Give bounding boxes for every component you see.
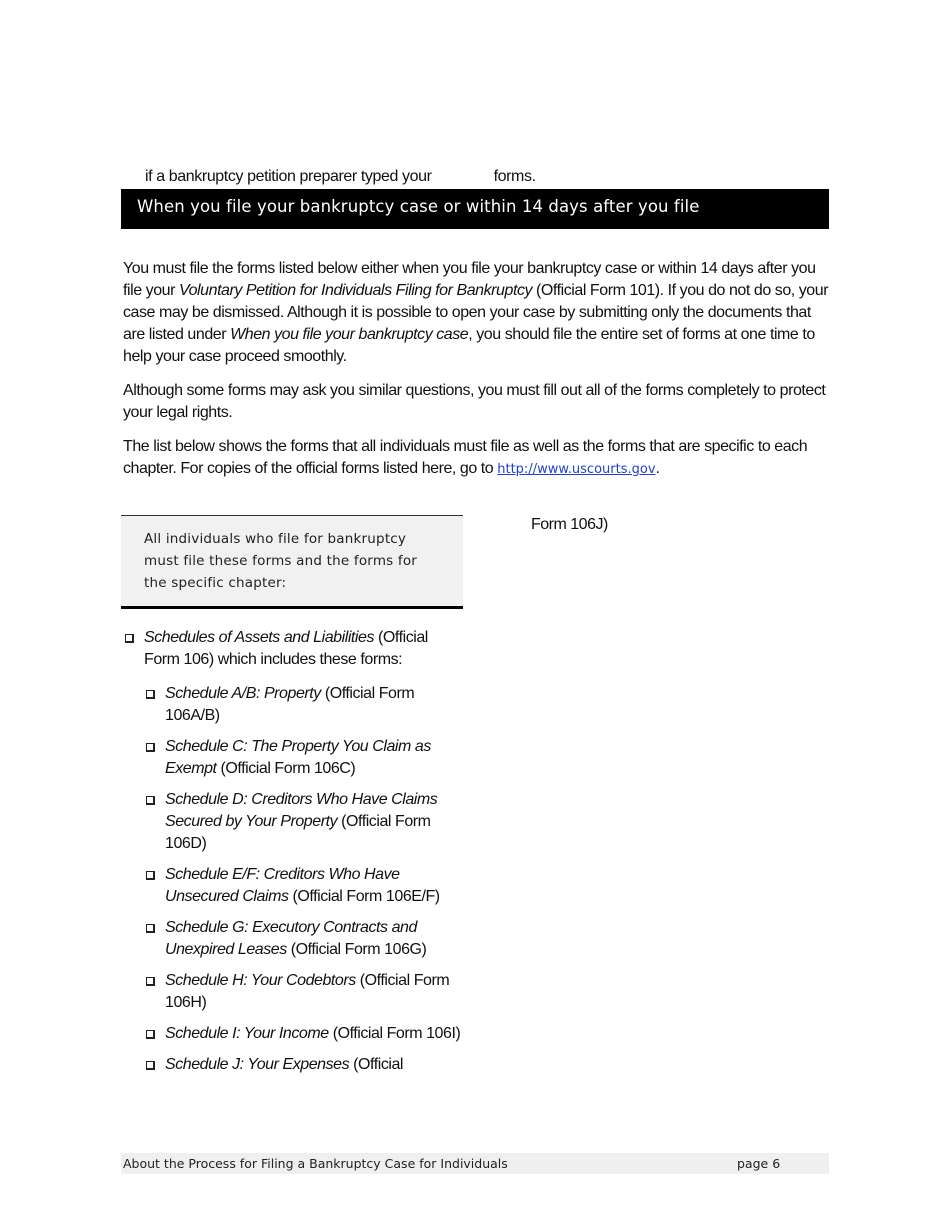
intro-p3-end: . xyxy=(655,460,660,477)
checklist-subitem xyxy=(144,736,463,780)
intro-text xyxy=(123,258,829,493)
checklist-subitem-rest: (Official xyxy=(349,1056,404,1073)
intro-paragraph-2: Although some forms may ask you similar questions, you must fill out all of the forms completely to protect your legal rights. xyxy=(123,382,826,421)
checklist-item-schedules xyxy=(123,627,463,671)
checkbox-icon xyxy=(146,796,155,805)
checklist-subitem-title: Schedule E/F: Creditors Who Have Unsecured Claims xyxy=(165,866,400,905)
checkbox-icon xyxy=(146,1030,155,1039)
voluntary-petition-title: Voluntary Petition for Individuals Filing for Bankruptcy xyxy=(178,282,533,299)
checklist-subitem xyxy=(144,917,463,961)
page-number: page 6 xyxy=(737,1156,781,1171)
checklist-subitem-title: Schedule D: Creditors Who Have Claims Secured by Your Property xyxy=(165,791,438,830)
checklist-subitem xyxy=(144,970,463,1014)
checklist-item-title: Schedules of Assets and Liabilities xyxy=(144,629,375,646)
intro-p3-text: The list below shows the forms that all individuals must file as well as the forms that are specific to each chapter. For copies of the official forms listed here, go to xyxy=(123,438,808,477)
page-footer xyxy=(121,1153,829,1174)
checklist-subitem xyxy=(144,864,463,908)
continued-text-before: if a bankruptcy petition preparer typed your xyxy=(145,168,432,185)
all-individuals-box-text: All individuals who file for bankruptcy must file these forms and the forms for the specific chapter: xyxy=(144,531,418,591)
checklist-item-rest: (Official Form 106) which includes these forms: xyxy=(144,629,428,668)
checklist-subitem-title: Schedule G: Executory Contracts and Unexpired Leases xyxy=(165,919,417,958)
checklist-subitem xyxy=(144,683,463,727)
checklist-subitem-rest: (Official Form 106A/B) xyxy=(165,685,415,724)
continued-text-line xyxy=(145,168,536,186)
continued-text-after: forms. xyxy=(493,168,536,185)
checklist-subitem-rest: (Official Form 106G) xyxy=(286,941,427,958)
footer-title: About the Process for Filing a Bankruptcy Case for Individuals xyxy=(123,1156,508,1171)
intro-p1-text-b: (Official Form 101). If you do not do so, your case may be dismissed. Although it is possible to open your case by submitting only the documents that are listed under xyxy=(123,282,829,343)
forms-checklist xyxy=(123,627,463,1076)
checklist-subitem-title: Schedule I: Your Income xyxy=(165,1025,329,1042)
checklist-subitem-rest: (Official Form 106C) xyxy=(216,760,356,777)
right-column-text: Form 106J) xyxy=(531,516,608,533)
checkbox-icon xyxy=(146,871,155,880)
checkbox-icon xyxy=(146,743,155,752)
checklist-subitem xyxy=(144,1023,463,1045)
checklist-subitem-title: Schedule J: Your Expenses xyxy=(165,1056,350,1073)
checkbox-icon xyxy=(125,634,134,643)
checklist-subitem-title: Schedule C: The Property You Claim as Exempt xyxy=(165,738,431,777)
intro-p1-text-a: You must file the forms listed below either when you file your bankruptcy case or within 14 days after you file your xyxy=(123,260,816,299)
intro-paragraph-3 xyxy=(123,436,829,481)
intro-p1-text-c: , you should file the entire set of forms at one time to help your case proceed smoothly. xyxy=(123,326,815,365)
checkbox-icon xyxy=(146,924,155,933)
when-you-file-reference: When you file your bankruptcy case xyxy=(230,326,469,343)
all-individuals-box xyxy=(121,515,463,609)
checkbox-icon xyxy=(146,1061,155,1070)
checkbox-icon xyxy=(146,977,155,986)
checkbox-icon xyxy=(146,690,155,699)
section-banner xyxy=(121,189,829,229)
uscourts-link[interactable]: http://www.uscourts.gov xyxy=(497,462,656,477)
checklist-subitem-rest: (Official Form 106D) xyxy=(165,813,431,852)
checklist-subitem-title: Schedule H: Your Codebtors xyxy=(165,972,356,989)
checklist-subitem-rest: (Official Form 106E/F) xyxy=(288,888,440,905)
section-banner-title: When you file your bankruptcy case or within 14 days after you file xyxy=(137,197,700,216)
checklist-subitem xyxy=(144,1054,463,1076)
checklist-subitem-title: Schedule A/B: Property xyxy=(165,685,321,702)
checklist-subitem-rest: (Official Form 106I) xyxy=(328,1025,461,1042)
checklist-subitem-rest: (Official Form 106H) xyxy=(165,972,450,1011)
intro-paragraph-1 xyxy=(123,258,829,368)
checklist-subitem xyxy=(144,789,463,855)
checklist-subitems xyxy=(144,683,463,1076)
